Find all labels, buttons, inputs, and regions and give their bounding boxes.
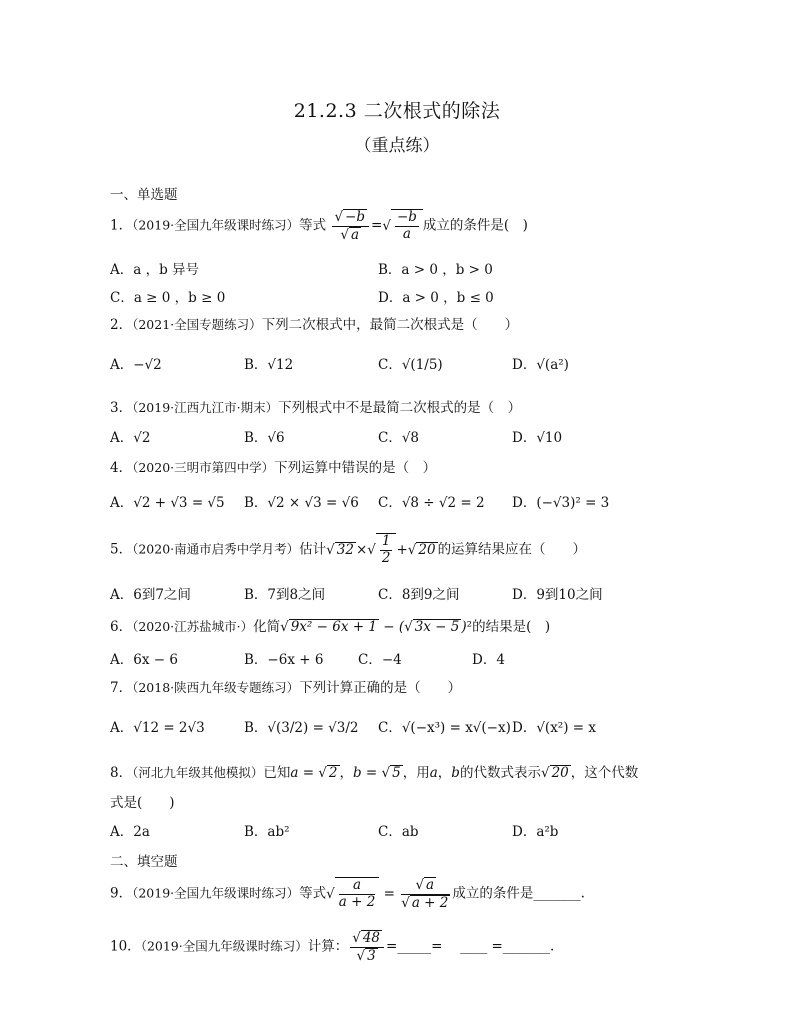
option-1a[interactable]: A．a ，b 异号	[110, 262, 200, 278]
formula: a = √ 2	[290, 765, 338, 781]
question-9: 9．（2019·全国九年级课时练习）等式√ $\frac{a}{a + 2}$ = $\frac{√ a}{√ a + 2}$ 成立的条件是_______.	[110, 877, 585, 911]
question-8-line2: 式是( )	[110, 795, 175, 811]
option-1d[interactable]: D．a > 0 ，b ≤ 0	[378, 290, 494, 306]
question-3: 3．（2019·江西九江市·期末）下列根式中不是最简二次根式的是（ ）	[110, 400, 522, 416]
question-4: 4．（2020·三明市第四中学）下列运算中错误的是（ ）	[110, 460, 437, 476]
option-2b[interactable]: B．√12	[244, 357, 294, 373]
option-8d[interactable]: D．a²b	[512, 824, 559, 840]
formula: √ $\frac{a}{a + 2}$ = $\frac{√ a}{√ a + 2}$	[326, 877, 449, 911]
option-2a[interactable]: A．−√2	[110, 357, 162, 373]
option-1b[interactable]: B．a > 0 ，b > 0	[378, 262, 493, 278]
option-2d[interactable]: D．√(a²)	[512, 357, 569, 373]
formula: √ $\frac{-b}{a}$	[382, 218, 423, 234]
question-text: 等式	[299, 217, 327, 234]
option-7a[interactable]: A．√12 = 2√3	[110, 720, 205, 736]
option-8b[interactable]: B．ab²	[244, 824, 290, 840]
page-subtitle: （重点练）	[354, 136, 440, 156]
option-2c[interactable]: C．√(1/5)	[378, 357, 443, 373]
option-4c[interactable]: C．√8 ÷ √2 = 2	[378, 495, 485, 511]
formula: $\frac{√ -b}{√ a}$	[332, 209, 369, 243]
question-2: 2．（2021·全国专题练习）下列二次根式中，最简二次根式是（ ）	[110, 317, 519, 333]
question-8: 8．（河北九年级其他模拟）已知a = √ 2 ，b = √ 5 ，用a，b的代数式表示√ 20 ，这个代数	[110, 765, 639, 781]
formula: √ 20	[540, 765, 569, 781]
formula: $\frac{√ 48}{√ 3}$	[350, 930, 384, 964]
option-8c[interactable]: C．ab	[378, 824, 419, 840]
formula: b = √ 5	[353, 765, 401, 781]
option-7c[interactable]: C．√(−x³) = x√(−x)	[378, 720, 511, 736]
option-3a[interactable]: A．√2	[110, 430, 151, 446]
option-7d[interactable]: D．√(x²) = x	[512, 720, 596, 736]
option-1c[interactable]: C．a ≥ 0 ，b ≥ 0	[110, 290, 226, 306]
question-source: （2019·全国九年级课时练习）	[132, 217, 300, 233]
section-heading-choice: 一、单选题	[110, 187, 178, 203]
formula: √ 32 ×√ $\frac{1}{2}$ +√ 20	[326, 533, 436, 566]
option-5c[interactable]: C．8到9之间	[378, 587, 460, 603]
question-6: 6．（2020·江苏盐城市·）化简√ 9x² − 6x + 1 − (√ 3x − 5 )²的结果是( )	[110, 619, 551, 635]
option-3c[interactable]: C．√8	[378, 430, 420, 446]
option-4b[interactable]: B．√2 × √3 = √6	[244, 495, 359, 511]
option-4d[interactable]: D．(−√3)² = 3	[512, 495, 610, 511]
option-3d[interactable]: D．√10	[512, 430, 563, 446]
option-6b[interactable]: B．−6x + 6	[244, 652, 324, 668]
option-4a[interactable]: A．√2 + √3 = √5	[110, 495, 225, 511]
question-1: 1．（2019·全国九年级课时练习）等式 $\frac{√ -b}{√ a}$ =√ $\frac{-b}{a}$ 成立的条件是( )	[110, 209, 528, 243]
question-10: 10．（2019·全国九年级课时练习）计算： $\frac{√ 48}{√ 3}$ =_____= ____ =_______.	[110, 930, 555, 964]
option-6d[interactable]: D．4	[472, 652, 505, 668]
section-heading-fill: 二、填空题	[110, 854, 178, 870]
option-3b[interactable]: B．√6	[244, 430, 285, 446]
formula: √ 9x² − 6x + 1 − (√ 3x − 5 )	[280, 619, 467, 635]
option-6c[interactable]: C．−4	[358, 652, 402, 668]
question-5: 5．（2020·南通市启秀中学月考）估计√ 32 ×√ $\frac{1}{2}$ +√ 20 的运算结果应在（ ）	[110, 533, 587, 566]
option-8a[interactable]: A．2a	[110, 824, 150, 840]
option-5b[interactable]: B．7到8之间	[244, 587, 326, 603]
option-5d[interactable]: D．9到10之间	[512, 587, 603, 603]
option-7b[interactable]: B．√(3/2) = √3/2	[244, 720, 359, 736]
question-text: 成立的条件是( )	[422, 217, 528, 234]
question-7: 7．（2018·陕西九年级专题练习）下列计算正确的是（ ）	[110, 680, 462, 696]
page-title: 21.2.3 二次根式的除法	[293, 100, 501, 122]
option-5a[interactable]: A．6到7之间	[110, 587, 191, 603]
option-6a[interactable]: A．6x − 6	[110, 652, 178, 668]
question-number: 1．	[110, 217, 133, 234]
